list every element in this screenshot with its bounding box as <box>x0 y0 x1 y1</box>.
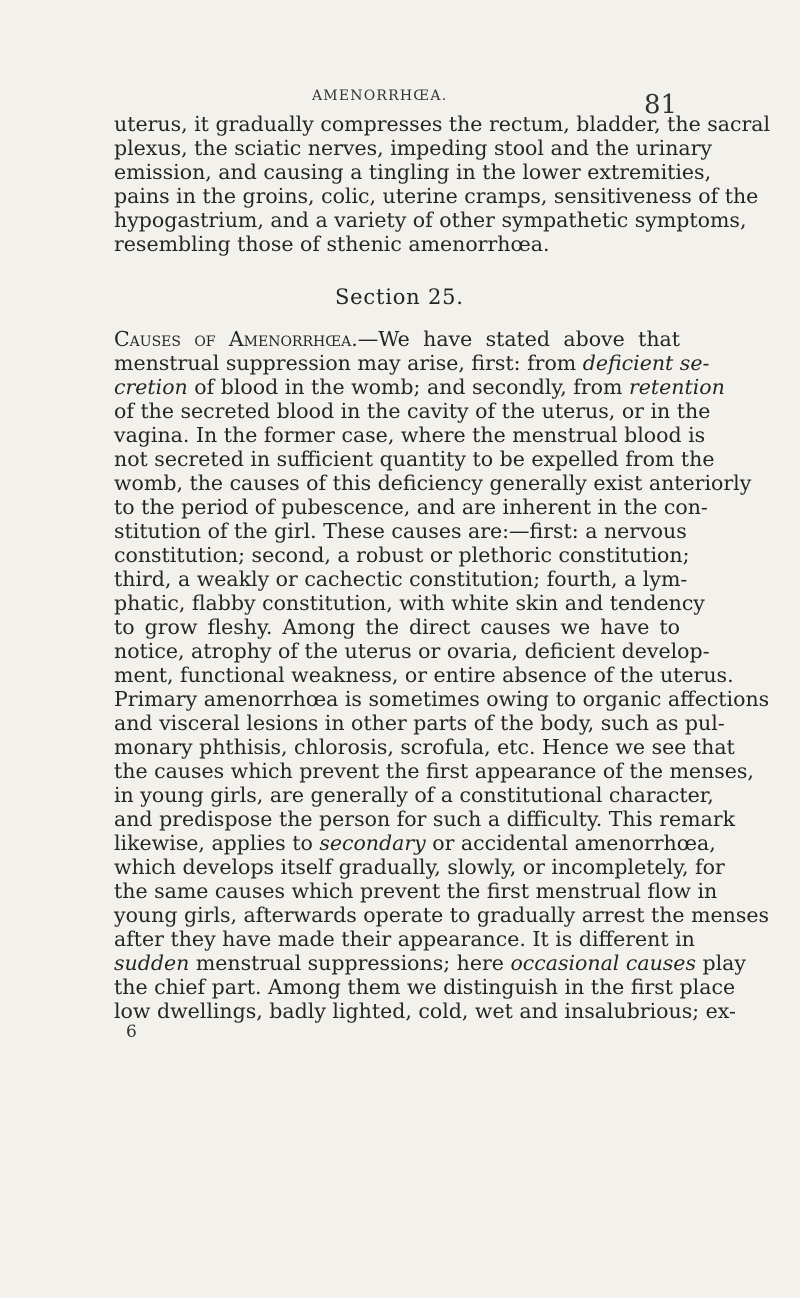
text-line: plexus, the sciatic nerves, impeding stool and the urinary <box>114 136 712 160</box>
text-line <box>114 831 716 855</box>
italic-run: deficient se- <box>582 351 710 375</box>
text-run: play <box>695 951 746 975</box>
text-line: in young girls, are generally of a constitutional character, <box>114 783 714 807</box>
text-line: resembling those of sthenic amenorrhœa. <box>114 232 550 256</box>
text-line: the chief part. Among them we distinguish in the first place <box>114 975 736 999</box>
text-run: menstrual suppression may arise, first: from <box>114 351 583 375</box>
text-line: and visceral lesions in other parts of the body, such as pul- <box>114 711 725 735</box>
text-line: to grow fleshy. Among the direct causes we have to <box>114 615 680 639</box>
text-line: ment, functional weakness, or entire absence of the uterus. <box>114 663 734 687</box>
italic-run: sudden <box>114 951 190 975</box>
text-line <box>114 951 746 975</box>
text-line: to the period of pubescence, and are inherent in the con- <box>114 495 708 519</box>
text-line: the same causes which prevent the first menstrual flow in <box>114 879 718 903</box>
text-line: emission, and causing a tingling in the lower extremities, <box>114 160 712 184</box>
text-line: notice, atrophy of the uterus or ovaria, deficient develop- <box>114 639 710 663</box>
text-line: after they have made their appearance. It is different in <box>114 927 695 951</box>
text-line <box>114 351 710 375</box>
text-line: stitution of the girl. These causes are:—first: a nervous <box>114 519 687 543</box>
text-run: or accidental amenorrhœa, <box>425 831 716 855</box>
text-line: the causes which prevent the first appearance of the menses, <box>114 759 754 783</box>
text-line: constitution; second, a robust or plethoric constitution; <box>114 543 690 567</box>
text-line: and predispose the person for such a difficulty. This remark <box>114 807 736 831</box>
italic-run: occasional causes <box>510 951 696 975</box>
text-run: of blood in the womb; and secondly, from <box>187 375 629 399</box>
text-line: vagina. In the former case, where the menstrual blood is <box>114 423 706 447</box>
text-line: uterus, it gradually compresses the rectum, bladder, the sacral <box>114 112 771 136</box>
text-run: —We have stated above that <box>357 327 680 351</box>
text-run: likewise, applies to <box>114 831 320 855</box>
text-line <box>114 375 725 399</box>
signature-mark: 6 <box>126 1022 137 1042</box>
text-line: pains in the groins, colic, uterine cramps, sensitiveness of the <box>114 184 759 208</box>
page-number: 81 <box>644 90 678 120</box>
italic-run: retention <box>628 375 725 399</box>
paragraph-lead: Causes of Amenorrhœa. <box>114 327 358 351</box>
italic-run: cretion <box>114 375 188 399</box>
text-line: which develops itself gradually, slowly, or incompletely, for <box>114 855 725 879</box>
text-line: womb, the causes of this deficiency generally exist anteriorly <box>114 471 752 495</box>
text-line: third, a weakly or cachectic constitution; fourth, a lym- <box>114 567 688 591</box>
text-line: young girls, afterwards operate to gradually arrest the menses <box>114 903 770 927</box>
text-line <box>114 327 680 351</box>
running-title: AMENORRHŒA. <box>312 88 448 104</box>
text-run: menstrual suppressions; here <box>189 951 511 975</box>
text-line: of the secreted blood in the cavity of the uterus, or in the <box>114 399 711 423</box>
section-heading: Section 25. <box>335 285 464 309</box>
text-line: phatic, flabby constitution, with white skin and tendency <box>114 591 705 615</box>
italic-run: secondary <box>319 831 426 855</box>
text-line: monary phthisis, chlorosis, scrofula, etc. Hence we see that <box>114 735 735 759</box>
text-line: hypogastrium, and a variety of other sympathetic symptoms, <box>114 208 747 232</box>
text-line: Primary amenorrhœa is sometimes owing to organic affections <box>114 687 770 711</box>
text-line: not secreted in sufficient quantity to be expelled from the <box>114 447 715 471</box>
text-line: low dwellings, badly lighted, cold, wet and insalubrious; ex- <box>114 999 736 1023</box>
